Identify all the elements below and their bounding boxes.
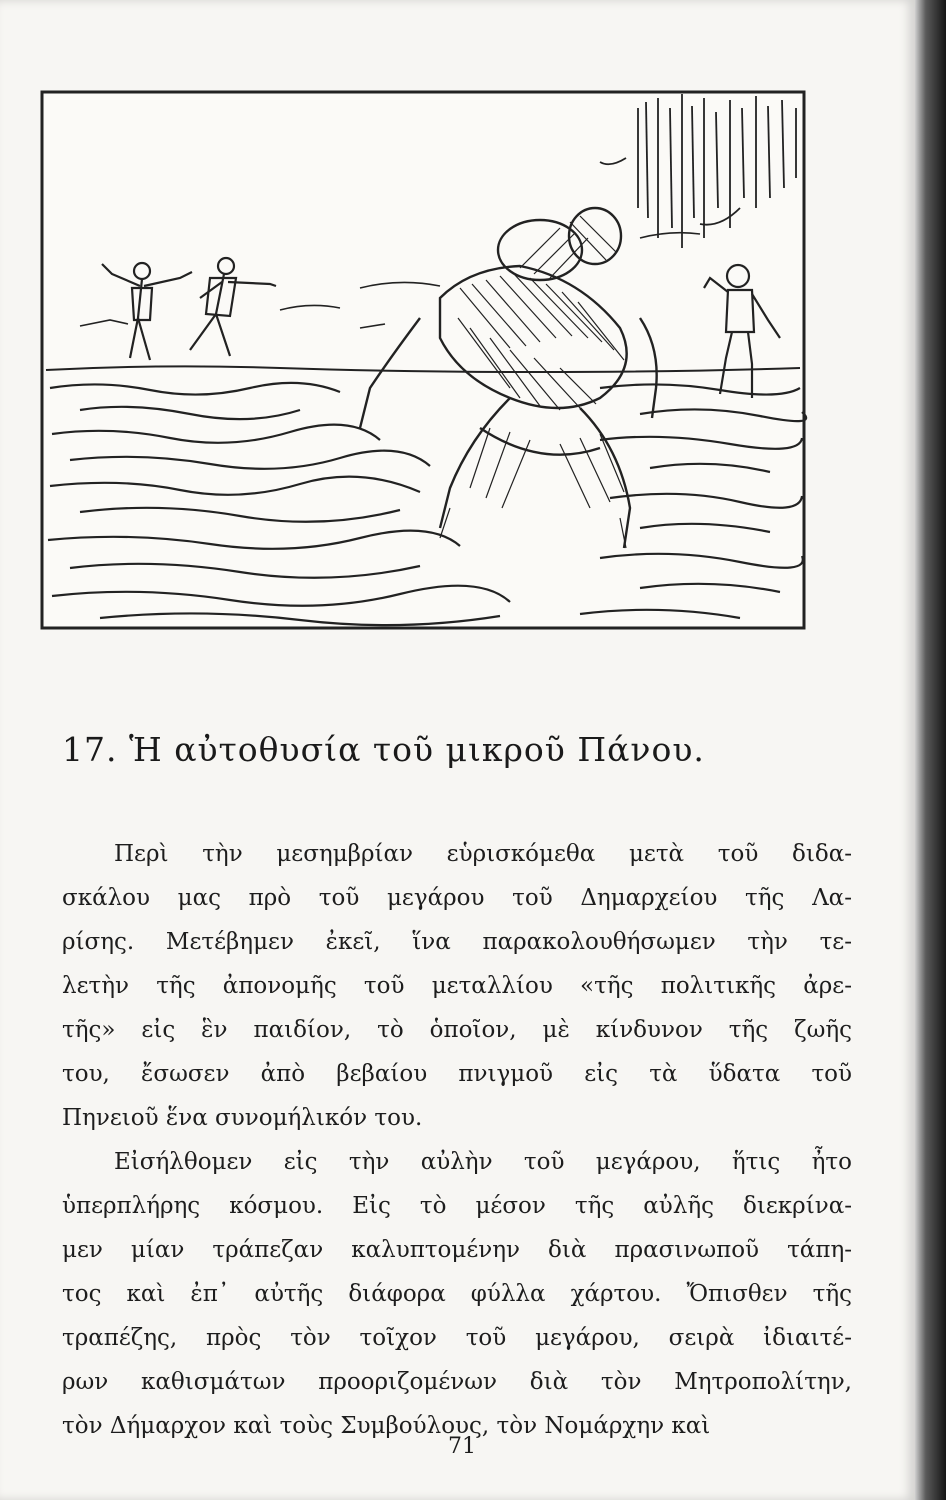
text-line: τῆς» εἰς ἓν παιδίον, τὸ ὁποῖον, μὲ κίνδυνον τῆς ζωῆς — [62, 1017, 852, 1043]
text-line: Εἰσήλθομεν εἰς τὴν αὐλὴν τοῦ μεγάρου, ἥτις ἦτο — [114, 1149, 852, 1175]
text-line: Πηνειοῦ ἕνα συνομήλικόν του. — [62, 1105, 423, 1131]
text-line: ὑπερπλήρης κόσμου. Εἰς τὸ μέσον τῆς αὐλῆς διεκρίνα- — [62, 1193, 852, 1219]
text-line: τραπέζης, πρὸς τὸν τοῖχον τοῦ μεγάρου, σειρὰ ἰδιαιτέ- — [62, 1325, 852, 1351]
page-number: 71 — [448, 1434, 476, 1459]
text-line: ρίσης. Μετέβημεν ἐκεῖ, ἵνα παρακολουθήσωμεν τὴν τε- — [62, 929, 852, 955]
illustration-rescue-in-water-icon — [40, 88, 808, 634]
text-line: τὸν Δήμαρχον καὶ τοὺς Συμβούλους, τὸν Νομάρχην καὶ — [62, 1413, 711, 1439]
page-edge-shadow — [915, 0, 946, 1500]
text-line: Περὶ τὴν μεσημβρίαν εὑρισκόμεθα μετὰ τοῦ διδα- — [114, 841, 852, 867]
text-line: σκάλου μας πρὸ τοῦ μεγάρου τοῦ Δημαρχείου τῆς Λα- — [62, 885, 852, 911]
chapter-title: 17. Ἡ αὐτοθυσία τοῦ μικροῦ Πάνου. — [62, 730, 705, 769]
chapter-body — [62, 832, 852, 1448]
text-line: του, ἔσωσεν ἀπὸ βεβαίου πνιγμοῦ εἰς τὰ ὕδατα τοῦ — [62, 1061, 852, 1087]
text-line: μεν μίαν τράπεζαν καλυπτομένην διὰ πρασινωποῦ τάπη- — [62, 1237, 852, 1263]
text-line: λετὴν τῆς ἀπονομῆς τοῦ μεταλλίου «τῆς πολιτικῆς ἀρε- — [62, 973, 852, 999]
text-line: τος καὶ ἐπ᾽ αὐτῆς διάφορα φύλλα χάρτου. Ὄπισθεν τῆς — [62, 1281, 852, 1307]
text-line: ρων καθισμάτων προοριζομένων διὰ τὸν Μητροπολίτην, — [62, 1369, 852, 1395]
